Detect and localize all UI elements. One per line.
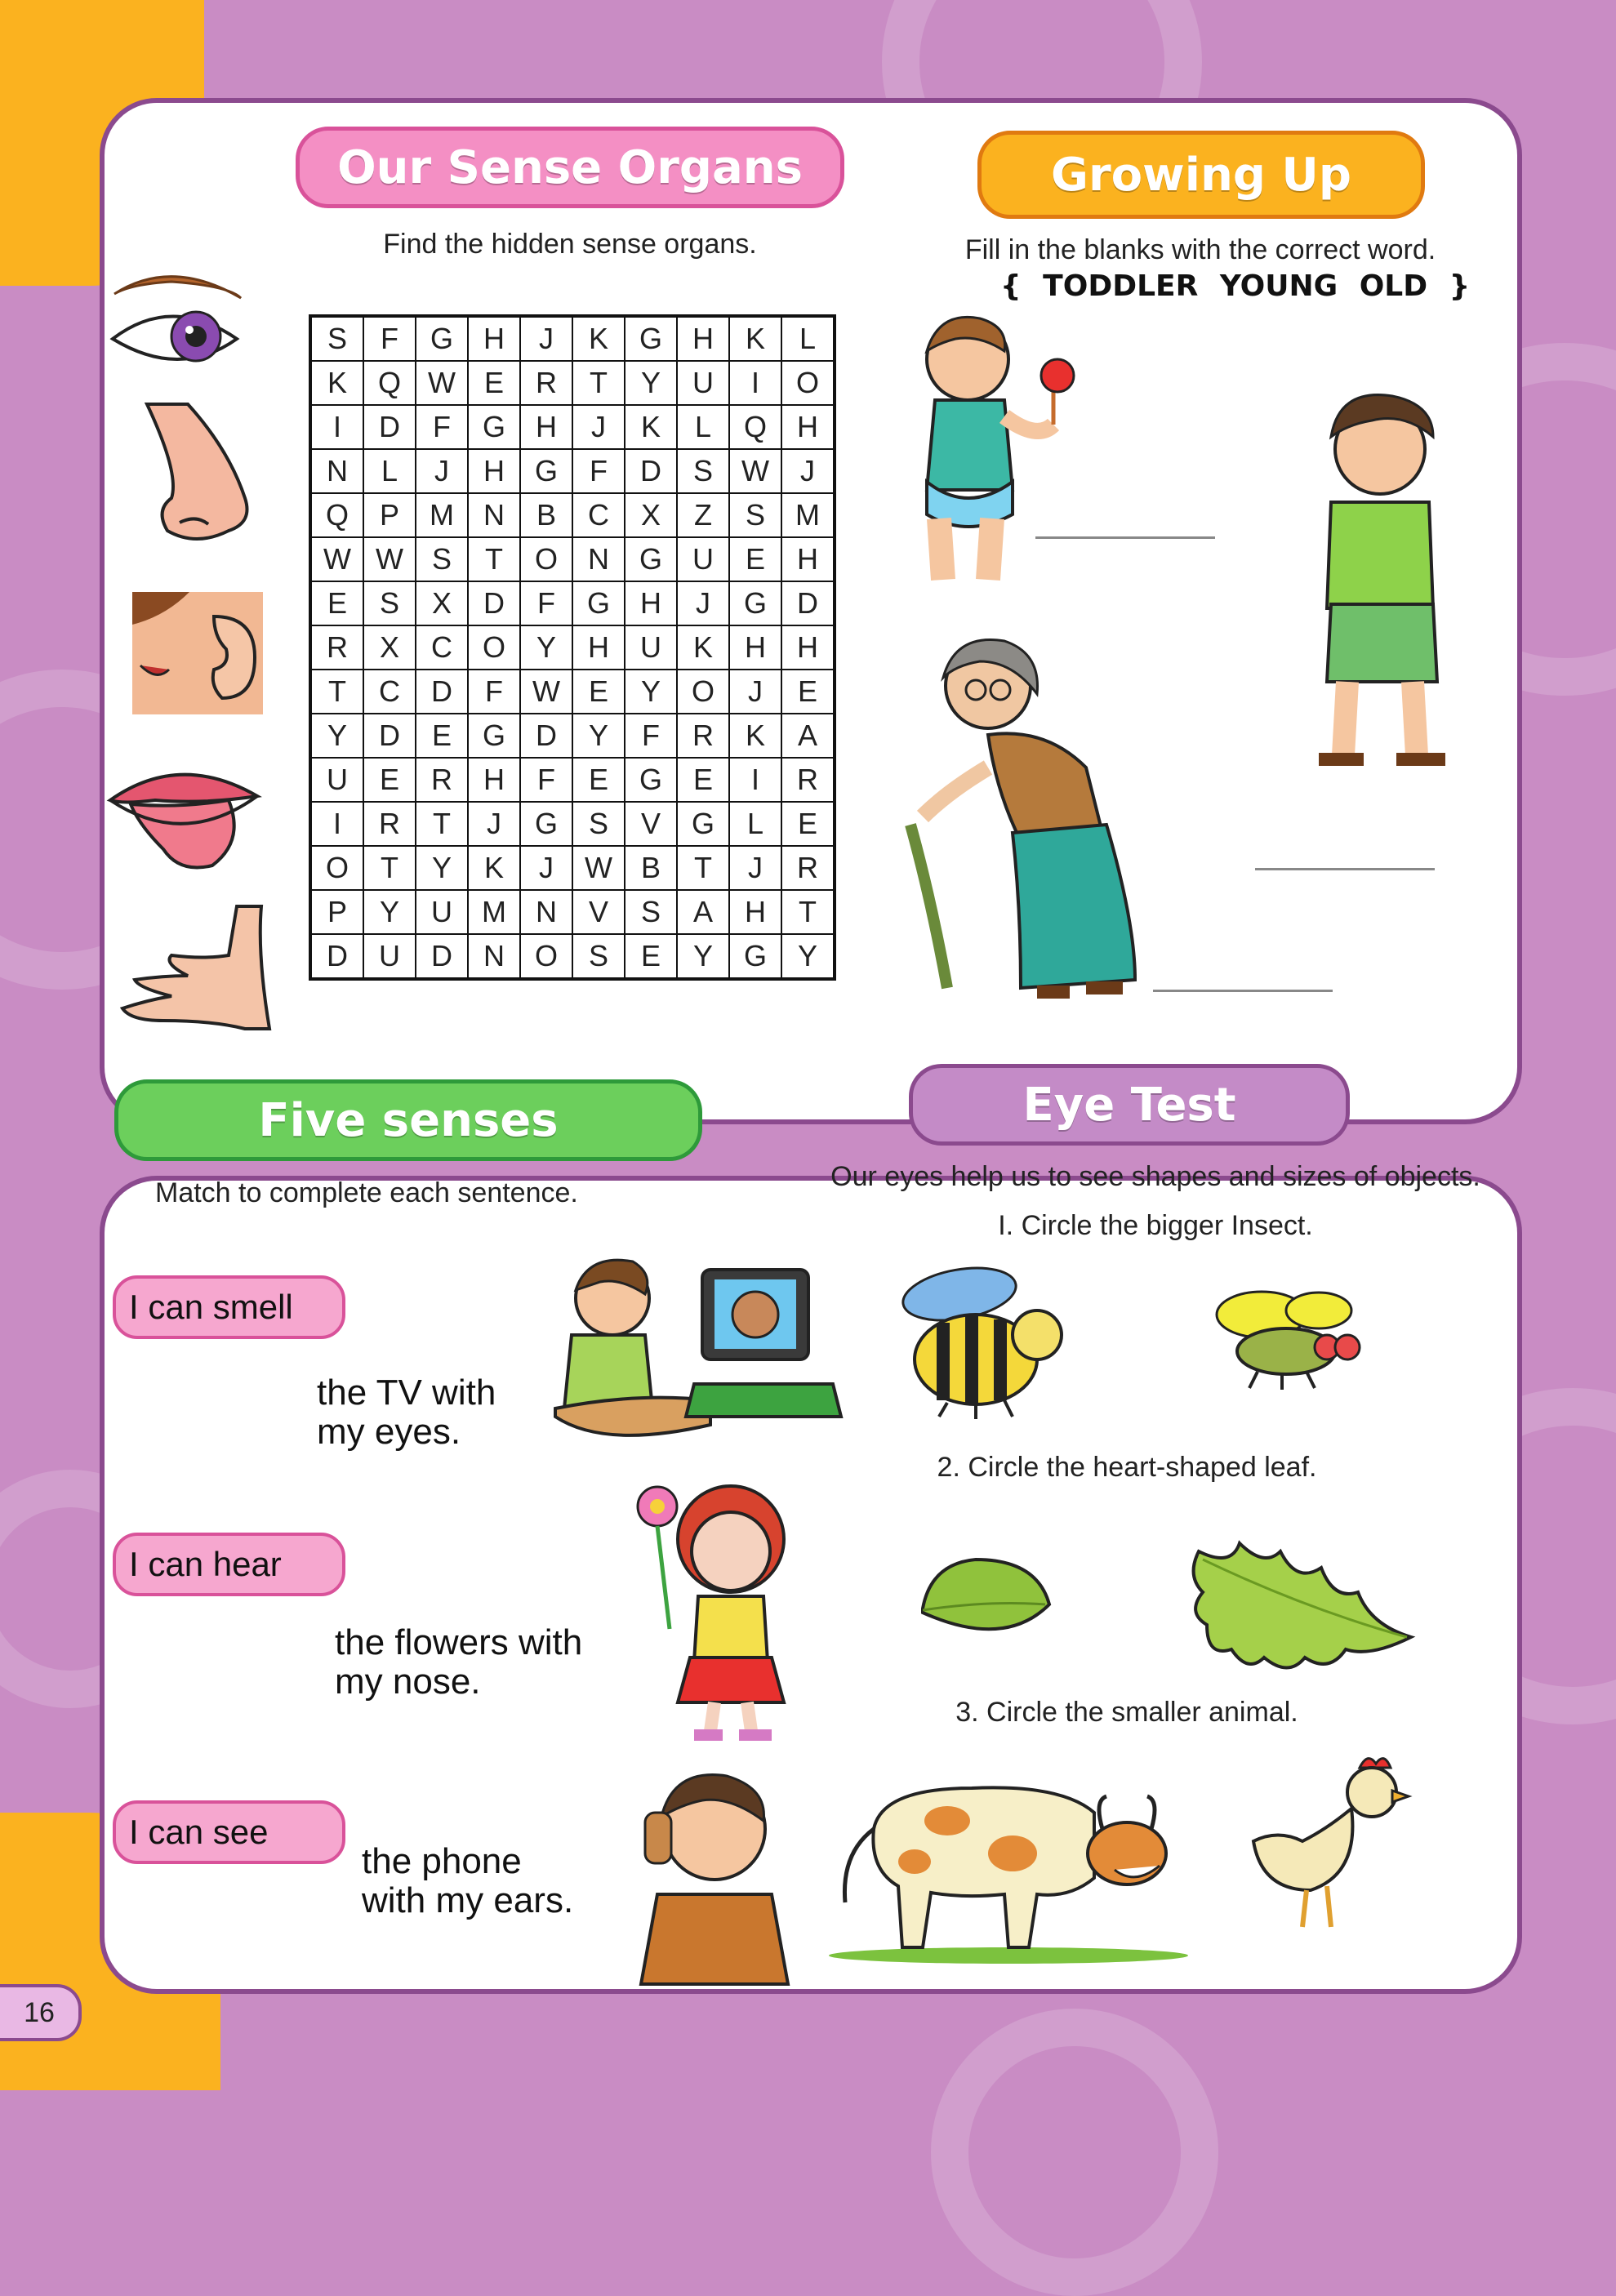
grid-cell[interactable]: T <box>677 846 729 890</box>
match-end-tv[interactable]: the TV with my eyes. <box>317 1373 496 1452</box>
grid-cell[interactable]: Y <box>416 846 468 890</box>
girl-with-flower-illustration <box>625 1466 812 1747</box>
grid-cell[interactable]: H <box>520 405 572 449</box>
eye-test-question-2: 2. Circle the heart-shaped leaf. <box>937 1452 1317 1483</box>
match-start-see[interactable]: I can see <box>113 1800 345 1864</box>
grid-cell[interactable]: O <box>677 670 729 714</box>
grid-cell[interactable]: C <box>416 625 468 670</box>
grid-cell[interactable]: P <box>311 890 363 934</box>
grid-cell[interactable]: W <box>363 537 416 581</box>
sense-organs-title: Our Sense Organs <box>296 127 844 208</box>
grid-cell[interactable]: B <box>625 846 677 890</box>
boy-watching-tv-illustration <box>555 1253 849 1449</box>
grid-cell[interactable]: D <box>363 405 416 449</box>
grid-cell[interactable]: R <box>677 714 729 758</box>
grid-cell[interactable]: H <box>468 449 520 493</box>
grid-cell[interactable]: T <box>781 890 834 934</box>
grid-cell[interactable]: G <box>416 317 468 361</box>
word-search-grid[interactable] <box>309 314 836 981</box>
grid-cell[interactable]: J <box>677 581 729 625</box>
grid-cell[interactable]: T <box>363 846 416 890</box>
oak-leaf-icon[interactable] <box>1182 1535 1419 1682</box>
grid-cell[interactable]: G <box>520 802 572 846</box>
grid-cell[interactable]: S <box>363 581 416 625</box>
grid-cell[interactable]: Y <box>363 890 416 934</box>
nose-icon <box>131 400 261 547</box>
grid-cell[interactable]: P <box>363 493 416 537</box>
grid-cell[interactable]: F <box>520 758 572 802</box>
grid-cell[interactable]: H <box>781 405 834 449</box>
grid-cell[interactable]: A <box>781 714 834 758</box>
grid-cell[interactable]: D <box>311 934 363 978</box>
grid-cell[interactable]: S <box>572 934 625 978</box>
grid-cell[interactable]: X <box>363 625 416 670</box>
grid-cell[interactable]: W <box>572 846 625 890</box>
grid-cell[interactable]: D <box>363 714 416 758</box>
grid-cell[interactable]: J <box>416 449 468 493</box>
old-woman-illustration <box>898 629 1143 1021</box>
grid-cell[interactable]: U <box>416 890 468 934</box>
grid-cell[interactable]: M <box>468 890 520 934</box>
grid-cell[interactable]: S <box>625 890 677 934</box>
page-number: 16 <box>0 1984 82 2041</box>
grid-cell[interactable]: D <box>416 670 468 714</box>
grid-cell[interactable]: T <box>311 670 363 714</box>
grid-cell[interactable]: O <box>520 537 572 581</box>
grid-cell[interactable]: O <box>311 846 363 890</box>
heart-leaf-icon[interactable] <box>915 1551 1053 1657</box>
grid-cell[interactable]: F <box>625 714 677 758</box>
grid-cell[interactable]: V <box>625 802 677 846</box>
fly-icon[interactable] <box>1213 1290 1368 1396</box>
grid-cell[interactable]: L <box>781 317 834 361</box>
boy-with-phone-illustration <box>625 1764 796 1984</box>
sense-organs-instruction: Find the hidden sense organs. <box>383 229 757 260</box>
grid-cell[interactable]: E <box>729 537 781 581</box>
grid-cell[interactable]: Y <box>677 934 729 978</box>
eye-icon <box>106 261 245 376</box>
grid-cell[interactable]: J <box>520 317 572 361</box>
blank-line-old[interactable] <box>1153 990 1333 992</box>
grid-cell[interactable]: E <box>781 802 834 846</box>
grid-cell[interactable]: E <box>677 758 729 802</box>
grid-cell[interactable]: S <box>677 449 729 493</box>
grid-cell[interactable]: F <box>416 405 468 449</box>
bee-icon[interactable] <box>886 1266 1090 1421</box>
grid-cell[interactable]: E <box>781 670 834 714</box>
grid-cell[interactable]: R <box>363 802 416 846</box>
grid-cell[interactable]: L <box>729 802 781 846</box>
grid-cell[interactable]: T <box>416 802 468 846</box>
eye-test-title: Eye Test <box>909 1064 1350 1146</box>
grid-cell[interactable]: T <box>468 537 520 581</box>
grid-cell[interactable]: W <box>416 361 468 405</box>
grid-cell[interactable]: C <box>363 670 416 714</box>
grid-cell[interactable]: G <box>468 405 520 449</box>
grid-cell[interactable]: H <box>729 625 781 670</box>
grid-cell[interactable]: K <box>572 317 625 361</box>
grid-cell[interactable]: I <box>311 802 363 846</box>
grid-cell[interactable]: J <box>468 802 520 846</box>
grid-cell[interactable]: Y <box>572 714 625 758</box>
grid-cell[interactable]: S <box>311 317 363 361</box>
grid-cell[interactable]: F <box>520 581 572 625</box>
grid-cell[interactable]: K <box>677 625 729 670</box>
hand-icon <box>114 906 278 1037</box>
grid-cell[interactable]: X <box>416 581 468 625</box>
grid-cell[interactable]: D <box>520 714 572 758</box>
grid-cell[interactable]: E <box>468 361 520 405</box>
grid-cell[interactable]: G <box>625 317 677 361</box>
young-boy-illustration <box>1298 388 1462 788</box>
grid-cell[interactable]: H <box>781 537 834 581</box>
grid-cell[interactable]: C <box>572 493 625 537</box>
grid-cell[interactable]: W <box>520 670 572 714</box>
grid-cell[interactable]: H <box>468 758 520 802</box>
grid-cell[interactable]: Q <box>729 405 781 449</box>
grid-cell[interactable]: H <box>781 625 834 670</box>
grid-cell[interactable]: K <box>468 846 520 890</box>
match-end-flowers[interactable]: the flowers with my nose. <box>335 1622 583 1702</box>
growing-up-instruction: Fill in the blanks with the correct word. <box>964 234 1436 265</box>
grid-cell[interactable]: E <box>572 758 625 802</box>
grid-cell[interactable]: K <box>625 405 677 449</box>
grid-cell[interactable]: J <box>572 405 625 449</box>
grid-cell[interactable]: Y <box>781 934 834 978</box>
grid-cell[interactable]: L <box>363 449 416 493</box>
grid-cell[interactable]: X <box>625 493 677 537</box>
grid-cell[interactable]: J <box>781 449 834 493</box>
match-start-hear[interactable]: I can hear <box>113 1533 345 1596</box>
grid-cell[interactable]: A <box>677 890 729 934</box>
eye-test-intro: Our eyes help us to see shapes and sizes of objects. <box>830 1161 1480 1192</box>
grid-cell[interactable]: N <box>520 890 572 934</box>
grid-cell[interactable]: R <box>520 361 572 405</box>
grid-cell[interactable]: K <box>729 714 781 758</box>
grid-cell[interactable]: H <box>729 890 781 934</box>
grid-cell[interactable]: W <box>729 449 781 493</box>
grid-cell[interactable]: F <box>572 449 625 493</box>
grid-cell[interactable]: H <box>677 317 729 361</box>
toddler-illustration <box>890 302 1078 596</box>
grid-cell[interactable]: M <box>781 493 834 537</box>
blank-line-young[interactable] <box>1255 868 1435 870</box>
grid-cell[interactable]: F <box>468 670 520 714</box>
grid-cell[interactable]: N <box>572 537 625 581</box>
grid-cell[interactable]: G <box>625 537 677 581</box>
blank-line-toddler[interactable] <box>1035 536 1215 539</box>
eye-test-question-1: I. Circle the bigger Insect. <box>998 1210 1313 1241</box>
cow-icon[interactable] <box>825 1764 1192 1964</box>
grid-cell[interactable]: Y <box>625 361 677 405</box>
five-senses-instruction: Match to complete each sentence. <box>155 1177 578 1208</box>
grid-cell[interactable]: G <box>468 714 520 758</box>
grid-cell[interactable]: E <box>572 670 625 714</box>
grid-cell[interactable]: D <box>781 581 834 625</box>
grid-cell[interactable]: B <box>520 493 572 537</box>
grid-cell[interactable]: G <box>625 758 677 802</box>
grid-cell[interactable]: N <box>311 449 363 493</box>
grid-cell[interactable]: G <box>729 934 781 978</box>
grid-cell[interactable]: R <box>311 625 363 670</box>
grid-cell[interactable]: O <box>468 625 520 670</box>
grid-cell[interactable]: D <box>416 934 468 978</box>
grid-cell[interactable]: S <box>729 493 781 537</box>
grid-cell[interactable]: N <box>468 934 520 978</box>
grid-cell[interactable]: J <box>729 670 781 714</box>
grid-cell[interactable]: U <box>311 758 363 802</box>
grid-cell[interactable]: E <box>625 934 677 978</box>
grid-cell[interactable]: D <box>468 581 520 625</box>
grid-cell[interactable]: G <box>520 449 572 493</box>
grid-cell[interactable]: T <box>572 361 625 405</box>
grid-cell[interactable]: H <box>572 625 625 670</box>
grid-cell[interactable]: R <box>416 758 468 802</box>
grid-cell[interactable]: U <box>677 361 729 405</box>
grid-cell[interactable]: Y <box>520 625 572 670</box>
grid-cell[interactable]: E <box>311 581 363 625</box>
grid-cell[interactable]: O <box>781 361 834 405</box>
grid-cell[interactable]: V <box>572 890 625 934</box>
grid-cell[interactable]: G <box>677 802 729 846</box>
grid-cell[interactable]: I <box>311 405 363 449</box>
ear-icon <box>132 592 263 714</box>
grid-cell[interactable]: Y <box>311 714 363 758</box>
grid-cell[interactable]: S <box>572 802 625 846</box>
match-start-smell[interactable]: I can smell <box>113 1275 345 1339</box>
grid-cell[interactable]: L <box>677 405 729 449</box>
grid-cell[interactable]: Y <box>625 670 677 714</box>
grid-cell[interactable]: F <box>363 317 416 361</box>
grid-cell[interactable]: Q <box>363 361 416 405</box>
grid-cell[interactable]: G <box>729 581 781 625</box>
grid-cell[interactable]: K <box>311 361 363 405</box>
swirl-decoration <box>931 2009 1218 2296</box>
grid-cell[interactable]: J <box>520 846 572 890</box>
grid-cell[interactable]: E <box>363 758 416 802</box>
grid-cell[interactable]: N <box>468 493 520 537</box>
match-end-phone[interactable]: the phone with my ears. <box>362 1841 574 1920</box>
grid-cell[interactable]: W <box>311 537 363 581</box>
grid-cell[interactable]: H <box>468 317 520 361</box>
grid-cell[interactable]: Q <box>311 493 363 537</box>
grid-cell[interactable]: K <box>729 317 781 361</box>
eye-test-question-3: 3. Circle the smaller animal. <box>955 1697 1298 1728</box>
grid-cell[interactable]: U <box>677 537 729 581</box>
hen-icon[interactable] <box>1245 1751 1413 1943</box>
grid-cell[interactable]: D <box>625 449 677 493</box>
growing-up-title: Growing Up <box>977 131 1425 219</box>
word-bank: { TODDLER YOUNG OLD } <box>1000 269 1471 303</box>
grid-cell[interactable]: J <box>729 846 781 890</box>
grid-cell[interactable]: I <box>729 758 781 802</box>
grid-cell[interactable]: I <box>729 361 781 405</box>
grid-cell[interactable]: R <box>781 758 834 802</box>
grid-cell[interactable]: H <box>625 581 677 625</box>
grid-cell[interactable]: E <box>416 714 468 758</box>
grid-cell[interactable]: M <box>416 493 468 537</box>
grid-cell[interactable]: S <box>416 537 468 581</box>
tongue-icon <box>106 751 261 874</box>
grid-cell[interactable]: R <box>781 846 834 890</box>
grid-cell[interactable]: Z <box>677 493 729 537</box>
grid-cell[interactable]: U <box>625 625 677 670</box>
grid-cell[interactable]: O <box>520 934 572 978</box>
grid-cell[interactable]: U <box>363 934 416 978</box>
five-senses-title: Five senses <box>114 1079 702 1161</box>
grid-cell[interactable]: G <box>572 581 625 625</box>
